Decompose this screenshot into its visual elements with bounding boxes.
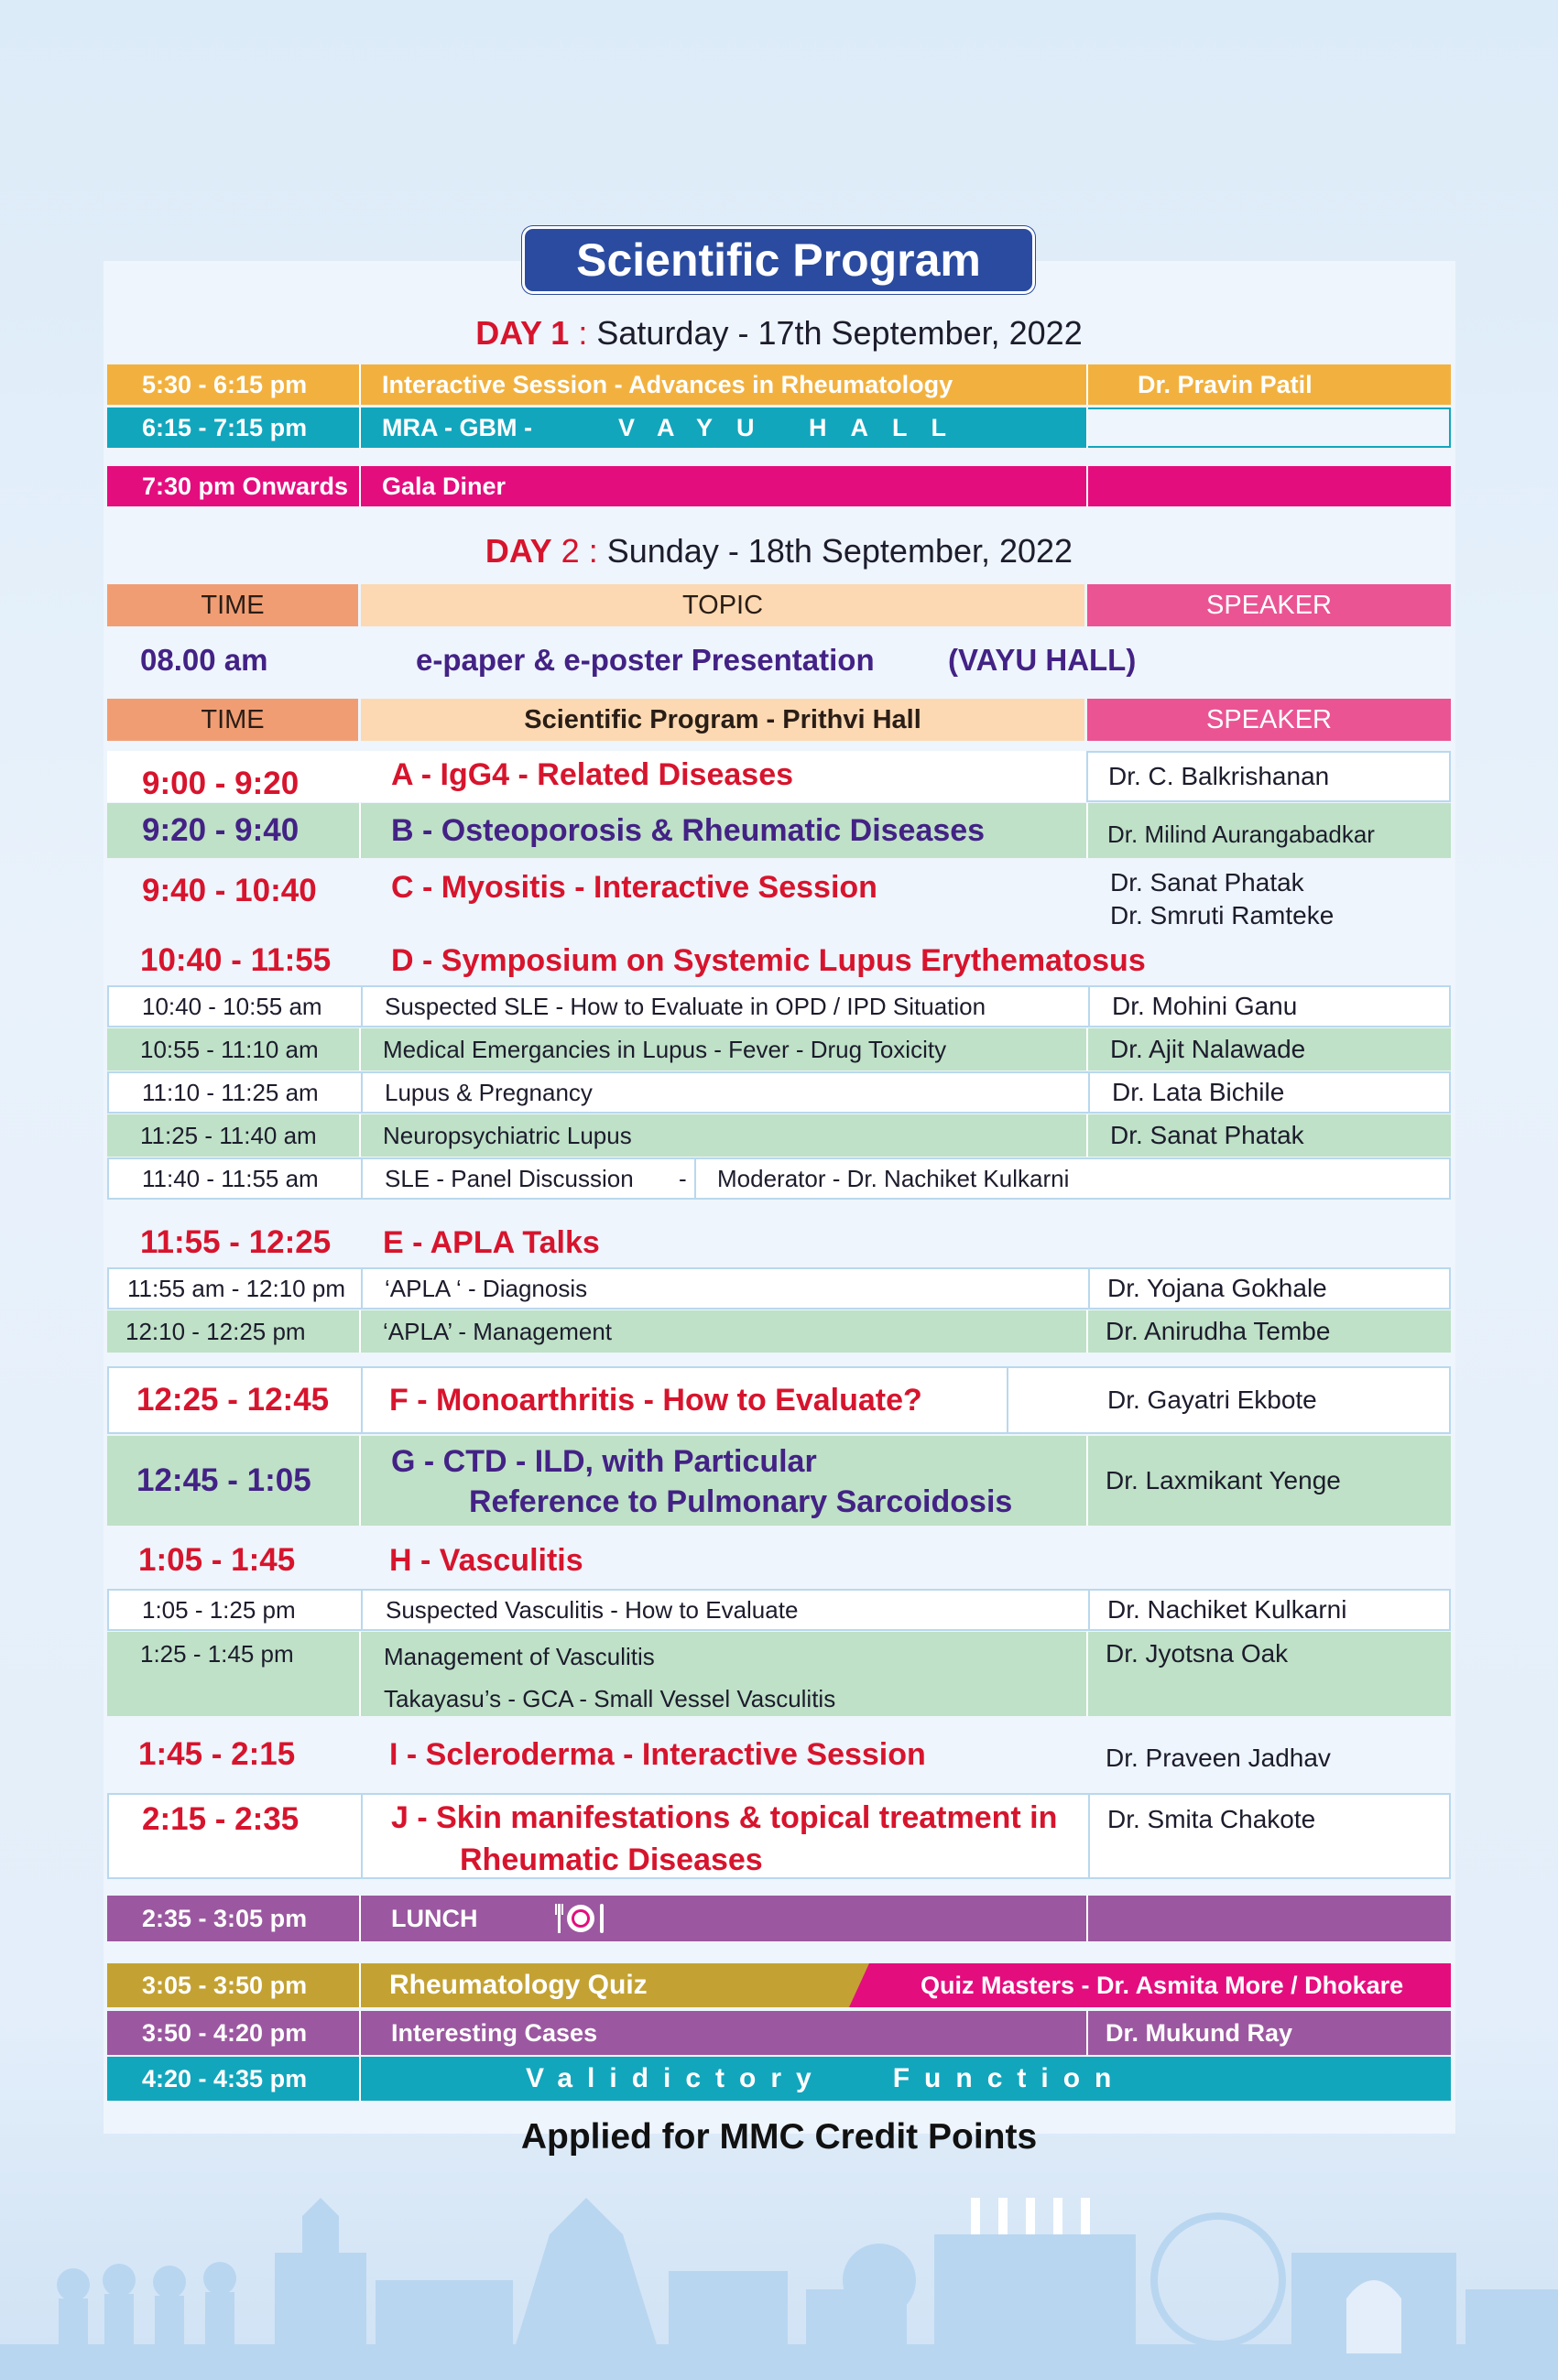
table-header-2 xyxy=(107,699,1451,741)
row-speaker: Dr. Sanat Phatak xyxy=(1110,1121,1304,1149)
session-time: 12:25 - 12:45 xyxy=(136,1382,330,1418)
day2-date: Sunday - 18th September, 2022 xyxy=(606,532,1073,570)
day1-sep: : xyxy=(578,314,588,352)
session-time: 1:45 - 2:15 xyxy=(138,1736,296,1772)
session-d xyxy=(107,938,1451,984)
day1-row-1 xyxy=(107,364,1451,405)
row-speaker: Dr. Pravin Patil xyxy=(1138,370,1313,398)
row-topic: SLE - Panel Discussion xyxy=(385,1164,634,1192)
session-topic-line2: Rheumatic Diseases xyxy=(460,1842,763,1877)
valid-row xyxy=(107,2057,1451,2101)
session-speaker: Dr. Gayatri Ekbote xyxy=(1107,1386,1317,1414)
session-g xyxy=(107,1436,1451,1526)
session-speaker: Dr. Smita Chakote xyxy=(1107,1805,1316,1833)
row-time: 11:55 am - 12:10 pm xyxy=(127,1274,345,1302)
day2-sep: : xyxy=(588,532,598,570)
row-speaker: Dr. Yojana Gokhale xyxy=(1107,1274,1327,1302)
session-j xyxy=(107,1793,1451,1879)
hall-name: VAYU HALL xyxy=(618,413,971,441)
header-speaker: SPEAKER xyxy=(1087,584,1451,626)
session-time: 9:00 - 9:20 xyxy=(142,766,300,801)
city-skyline-illustration xyxy=(0,2179,1558,2380)
table-header-1 xyxy=(107,584,1451,626)
session-topic: F - Monoarthritis - How to Evaluate? xyxy=(389,1382,922,1418)
header-time: TIME xyxy=(107,584,358,626)
row-time: 6:15 - 7:15 pm xyxy=(142,413,308,441)
row-topic: Lupus & Pregnancy xyxy=(385,1078,593,1106)
row-dash: - xyxy=(679,1164,687,1192)
row-time: 7:30 pm Onwards xyxy=(142,472,349,500)
row-time: 2:35 - 3:05 pm xyxy=(142,1904,308,1932)
row-topic-2: Takayasu’s - GCA - Small Vessel Vasculitis xyxy=(384,1685,836,1712)
session-topic: E - APLA Talks xyxy=(383,1224,600,1260)
row-topic: Suspected Vasculitis - How to Evaluate xyxy=(386,1595,799,1624)
session-time: 2:15 - 2:35 xyxy=(142,1801,300,1837)
row-time: 3:50 - 4:20 pm xyxy=(142,2018,308,2047)
session-topic: B - Osteoporosis & Rheumatic Diseases xyxy=(391,812,986,848)
epaper-topic: e-paper & e-poster Presentation xyxy=(416,643,875,677)
row-speaker: Dr. Jyotsna Oak xyxy=(1106,1639,1289,1668)
day1-date: Saturday - 17th September, 2022 xyxy=(596,314,1083,352)
session-f xyxy=(107,1366,1451,1434)
session-speaker-2: Dr. Smruti Ramteke xyxy=(1110,901,1335,929)
row-topic: Validictory Function xyxy=(526,2063,1127,2093)
row-time: 12:10 - 12:25 pm xyxy=(125,1317,306,1345)
row-topic: MRA - GBM - xyxy=(382,413,532,441)
day2-heading xyxy=(0,532,1558,571)
row-topic: Management of Vasculitis xyxy=(384,1643,655,1670)
row-speaker: Dr. Mukund Ray xyxy=(1106,2018,1293,2047)
row-topic: ‘APLA’ - Management xyxy=(383,1317,613,1345)
epaper-row xyxy=(107,636,1451,684)
row-time: 5:30 - 6:15 pm xyxy=(142,370,308,398)
row-topic: LUNCH xyxy=(391,1904,478,1932)
row-time: 11:40 - 11:55 am xyxy=(142,1164,319,1192)
row-topic: Medical Emergancies in Lupus - Fever - Drug Toxicity xyxy=(383,1035,947,1063)
session-speaker: Dr. Milind Aurangabadkar xyxy=(1107,820,1375,848)
row-time: 1:25 - 1:45 pm xyxy=(140,1639,294,1668)
header-speaker: SPEAKER xyxy=(1087,699,1451,741)
row-speaker: Dr. Mohini Ganu xyxy=(1112,992,1298,1020)
page-title: Scientific Program xyxy=(522,226,1035,294)
vasc-row-2 xyxy=(107,1632,1451,1716)
day1-heading xyxy=(0,314,1558,353)
lunch-row xyxy=(107,1896,1451,1941)
sle-row-5 xyxy=(107,1157,1451,1200)
row-speaker: Dr. Ajit Nalawade xyxy=(1110,1035,1306,1063)
footer-credit: Applied for MMC Credit Points xyxy=(520,2117,1038,2157)
header-topic: Scientific Program - Prithvi Hall xyxy=(361,699,1084,741)
row-topic: ‘APLA ‘ - Diagnosis xyxy=(385,1274,588,1302)
row-speaker: Quiz Masters - Dr. Asmita More / Dhokare xyxy=(921,1971,1404,1999)
session-time: 10:40 - 11:55 xyxy=(140,942,332,978)
sle-row-1 xyxy=(107,985,1451,1027)
session-topic-line1: G - CTD - ILD, with Particular xyxy=(391,1444,817,1479)
row-time: 3:05 - 3:50 pm xyxy=(142,1971,308,1999)
session-topic-line2: Reference to Pulmonary Sarcoidosis xyxy=(469,1484,1013,1519)
row-topic: Interesting Cases xyxy=(391,2018,598,2047)
session-i xyxy=(107,1729,1451,1780)
row-time: 11:25 - 11:40 am xyxy=(140,1121,317,1149)
row-time: 10:40 - 10:55 am xyxy=(142,992,322,1020)
session-time: 12:45 - 1:05 xyxy=(136,1462,311,1498)
epaper-hall: (VAYU HALL) xyxy=(948,643,1137,677)
day2-label: DAY xyxy=(485,532,552,570)
row-topic: Suspected SLE - How to Evaluate in OPD / IPD Situation xyxy=(385,992,986,1020)
row-topic: Interactive Session - Advances in Rheumatology xyxy=(382,370,953,398)
quiz-row xyxy=(107,1963,1451,2007)
row-topic: Rheumatology Quiz xyxy=(389,1970,648,2000)
session-speaker: Dr. Sanat Phatak xyxy=(1110,868,1304,897)
session-b xyxy=(107,803,1451,858)
row-topic: Gala Diner xyxy=(382,472,507,500)
day1-row-2 xyxy=(107,408,1451,448)
day1-label: DAY 1 xyxy=(475,314,570,352)
session-speaker: Dr. Praveen Jadhav xyxy=(1106,1744,1331,1772)
session-topic: D - Symposium on Systemic Lupus Erythematosus xyxy=(391,942,1146,978)
header-topic: TOPIC xyxy=(361,584,1084,626)
row-time: 10:55 - 11:10 am xyxy=(140,1035,319,1063)
session-time: 9:40 - 10:40 xyxy=(142,873,317,908)
session-time: 11:55 - 12:25 xyxy=(140,1224,332,1260)
session-h xyxy=(107,1537,1451,1584)
session-a xyxy=(107,751,1451,802)
row-time: 1:05 - 1:25 pm xyxy=(142,1595,296,1624)
session-e xyxy=(107,1220,1451,1266)
session-time: 1:05 - 1:45 xyxy=(138,1542,296,1578)
sle-row-3 xyxy=(107,1071,1451,1114)
apla-row-1 xyxy=(107,1267,1451,1310)
session-c xyxy=(107,861,1451,932)
session-topic: H - Vasculitis xyxy=(389,1542,583,1578)
row-speaker: Dr. Nachiket Kulkarni xyxy=(1107,1595,1347,1624)
session-topic: C - Myositis - Interactive Session xyxy=(391,869,877,905)
day1-row-3 xyxy=(107,466,1451,506)
apla-row-2 xyxy=(107,1310,1451,1353)
header-time: TIME xyxy=(107,699,358,741)
row-time: 4:20 - 4:35 pm xyxy=(142,2064,308,2092)
session-topic: A - IgG4 - Related Diseases xyxy=(391,756,794,792)
cases-row xyxy=(107,2011,1451,2055)
row-speaker: Dr. Anirudha Tembe xyxy=(1106,1317,1331,1345)
row-speaker-empty xyxy=(1088,409,1449,446)
session-speaker: Dr. Laxmikant Yenge xyxy=(1106,1466,1341,1494)
day2-num: 2 xyxy=(561,532,580,570)
sle-row-4 xyxy=(107,1114,1451,1157)
session-speaker: Dr. C. Balkrishanan xyxy=(1108,762,1330,790)
sle-row-2 xyxy=(107,1028,1451,1070)
session-topic: I - Scleroderma - Interactive Session xyxy=(389,1736,926,1772)
session-topic-line1: J - Skin manifestations & topical treatment in xyxy=(391,1800,1058,1835)
row-time: 11:10 - 11:25 am xyxy=(142,1078,319,1106)
row-topic: Neuropsychiatric Lupus xyxy=(383,1121,632,1149)
session-time: 9:20 - 9:40 xyxy=(142,812,300,848)
row-moderator: Moderator - Dr. Nachiket Kulkarni xyxy=(717,1164,1070,1192)
plate-cutlery-icon xyxy=(554,1896,607,1941)
row-speaker: Dr. Lata Bichile xyxy=(1112,1078,1285,1106)
epaper-time: 08.00 am xyxy=(140,643,268,677)
